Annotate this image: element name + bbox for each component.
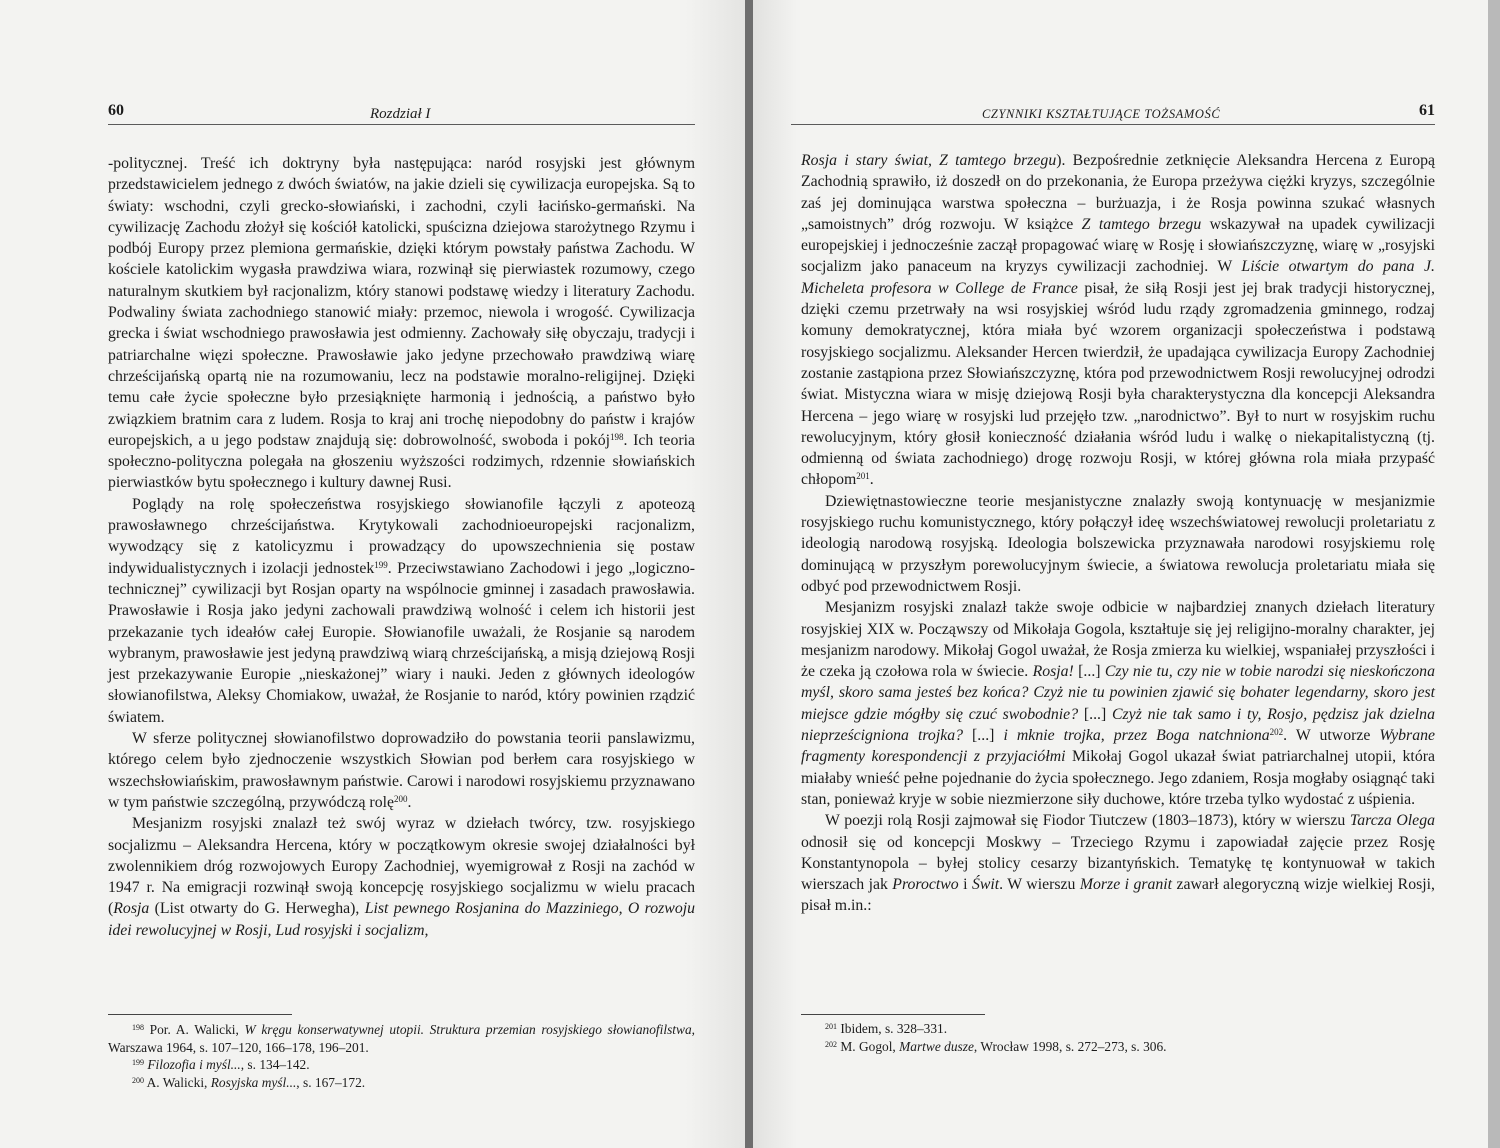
footnote-ref: 202 (825, 1039, 837, 1049)
text-run: , s. 167–172. (296, 1074, 366, 1090)
running-title: CZYNNIKI KSZTAŁTUJĄCE TOŻSAMOŚĆ (982, 107, 1221, 121)
footnote (801, 1020, 1435, 1038)
text-run: odnosił się od koncepcji Moskwy – Trzeciego Rzymu i zapowiadał zajęcie przez Rosję Konstantynopola – byłej stolicy cesarzy bizantyńskich. Tematykę tę kontynuował w takich wierszach jak (801, 833, 1435, 894)
footnote-rule (108, 1014, 292, 1015)
italic-text: Czy nie tu, czy nie w tobie narodzi się nieskończona myśl, skoro sama jesteś bez końca? Czyż nie tu powinien zjawić się bohater legendarny, skoro jest miejsce gdzie mógłby się czuć swobodnie? (801, 663, 1435, 723)
text-run: zawarł alegoryczną wizje wielkiej Rosji, pisał m.in.: (801, 876, 1435, 915)
italic-text: Rosja i stary świat, Z tamtego brzegu (801, 152, 1057, 169)
footnote-ref: 201 (825, 1022, 837, 1031)
footnote-ref: 199 (132, 1058, 144, 1068)
text-run: Poglądy na rolę społeczeństwa rosyjskiego słowianofile łączyli z apoteozą prawosławnego chrześcijaństwa. Krytykowali zachodnioeuropejski racjonalizm, wywodzący się z katolicyzmu i prowadzący do upowszechnienia się postaw indywidualistycznych i izolacji jednostek (108, 495, 695, 577)
left-footnotes (108, 1021, 695, 1091)
italic-text: Filozofia i myśl... (147, 1057, 241, 1073)
italic-text: Z tamtego brzegu (1081, 215, 1202, 233)
text-run: M. Gogol, (837, 1038, 900, 1054)
text-run: . (407, 793, 412, 811)
footnote-ref: 201 (856, 471, 870, 482)
footnote-rule (801, 1014, 985, 1015)
right-footnotes (801, 1020, 1435, 1055)
paragraph (801, 491, 1435, 597)
footnote-ref: 198 (610, 431, 624, 442)
text-run: Mesjanizm rosyjski znalazł także swoje odbicie w najbardziej znanych dziełach literatury rosyjskiej XIX w. Począwszy od Mikołaja Gogola, kształtuje się jej religijno-moralny charakter, jej mesjanizm narodowy. Mikołaj Gogol uważał, że Rosja zmierza ku wielkiej, wspaniałej przyszłości i że czeka ją czołowa rola w świecie. (801, 599, 1435, 681)
italic-text: Martwe dusze (899, 1038, 974, 1054)
paragraph (108, 494, 695, 728)
footnote-ref: 198 (132, 1023, 144, 1032)
italic-text: W kręgu konserwatywnej utopii. Struktura przemian rosyjskiego słowianofilstwa (244, 1022, 692, 1037)
italic-text: Proroctwo (892, 876, 959, 894)
text-run: i (958, 876, 972, 894)
page-number: 60 (108, 102, 124, 119)
text-run: . Ich teoria społeczno-polityczna polegała na głoszeniu wyższości rodzimych, rdzennie słowiańskich pierwiastków bytu społecznego i kultury dawnej Rusi. (108, 431, 696, 492)
text-run: wskazywał na upadek cywilizacji europejskiej i jednocześnie zaczął propagować wiarę w Rosję i słowiańszczyznę, wiarę w „rosyjski socjalizm jako panaceum na kryzys cywilizacji zachodniej. W (801, 215, 1435, 276)
paragraph (801, 810, 1435, 916)
paragraph (108, 153, 695, 494)
right-body-text (801, 150, 1435, 917)
text-run: (List otwarty do G. Herwegha), (149, 900, 365, 918)
italic-text: Świt (971, 876, 1000, 894)
text-run: pisał, że siłą Rosji jest jej brak tradycji historycznej, dzięki czemu przetrwały na wsi rosyjskiej wśród ludu rządy zgromadzenia gminnego, rodzaj komuny demokratycznej, która miała być wzorem organizacji społeczeństwa i podstawą rosyjskiego socjalizmu. Aleksander Hercen twierdził, że upadająca cywilizacja Europy Zachodniej zostanie zastąpiona przez Słowiańszczyznę, która pod przewodnictwem Rosji rewolucyjnej odrodzi świat. Mistyczna wiara w misję dziejową Rosji była charakterystyczna dla koncepcji Aleksandra Hercena – jego wiarę w rosyjski lud przejęło tzw. „narodnictwo”. Był to nurt w rosyjskim ruchu rewolucyjnym, który głosił konieczność działania wśród ludu i walkę o niekapitalistyczną (tj. odmienną od świata zachodniego) drogę rozwoju Rosji, w której główna rola miała przypaść chłopom (801, 279, 1436, 489)
italic-text: Czyż nie tak samo i ty, Rosjo, pędzisz jak dzielna nieprześcigniona trojka? (801, 705, 1435, 745)
text-run: , s. 134–142. (240, 1057, 310, 1073)
text-run: Mesjanizm rosyjski znalazł też swój wyraz w dziełach twórcy, tzw. rosyjskiego socjalizmu – Aleksandra Hercena, który w początkowym okresie swojej działalności był zwolennikiem dróg rozwojowych Europy Zachodniej, wyemigrował z Rosji na zachód w 1947 r. Na emigracji rozwinął swoją koncepcję rosyjskiego socjalizmu w wielu pracach ( (108, 815, 695, 918)
text-run: , Warszawa 1964, s. 107–120, 166–178, 196–201. (108, 1022, 695, 1055)
paragraph (801, 597, 1435, 810)
scan-edge (1488, 0, 1500, 1148)
footnote-ref: 200 (394, 793, 408, 804)
italic-text: Tarcza Olega (1349, 812, 1435, 830)
text-run: . W utworze (1283, 727, 1380, 745)
footnote (108, 1021, 695, 1056)
text-run: . Przeciwstawiano Zachodowi i jego „logiczno-technicznej” cywilizacji byt Rosjan oparty na wspólnocie gminnej i zasadach prawosławia. Prawosławie i Rosja jako jedyni zachowali prawdziwą wolność i celem ich historii jest przekazanie tych ideałów całej Europie. Słowianofile uważali, że Rosjanie są narodem wybranym, prawosławie jest jedyną prawdziwą wiarą chrześcijańską, a misją dziejową Rosji jest przekazywanie Europie „nieskażonej” wiary i nauki. Jeden z głównych ideologów słowianofilstwa, Aleksy Chomiakow, uważał, że Rosjanie to naród, który powinien rządzić światem. (108, 559, 695, 726)
footnote (108, 1056, 695, 1074)
italic-text: Wybrane fragmenty korespondencji z przyjaciółmi (801, 727, 1435, 766)
footnote-ref: 200 (132, 1075, 144, 1085)
book-gutter (745, 0, 753, 1148)
text-run: Por. A. Walicki, (144, 1022, 245, 1037)
italic-text: Rosja! (1032, 663, 1074, 681)
text-run: . W wierszu (999, 876, 1080, 894)
text-run: Mikołaj Gogol ukazał świat patriarchalnej utopii, która miałaby wnieść pełne pojednanie do życia społecznego. Jego zdaniem, Rosja mogłaby osiągnąć taki stan, ponieważ kryje w sobie niezmierzone siły duchowe, które trzeba tylko wydostać z uśpienia. (801, 748, 1435, 808)
italic-text: Morze i granit (1079, 876, 1173, 894)
left-page (0, 0, 745, 1148)
italic-text: Rosja (113, 900, 150, 918)
text-run: Dziewiętnastowieczne teorie mesjanistyczne znalazły swoją kontynuację w mesjanizmie rosyjskiego ruchu komunistycznego, który połączył ideę wszechświatowej rewolucji proletariatu z ideologią narodową rosyjską. Ideologia bolszewicka przyznawała narodowi rosyjskiemu rolę dominującą w przyszłym porewolucyjnym świecie, a światowa rewolucja proletariatu miała się odbyć pod przewodnictwem Rosji. (801, 492, 1435, 595)
left-body-text (108, 153, 695, 941)
text-run: Ibidem, s. 328–331. (837, 1021, 948, 1036)
text-run: ). Bezpośrednie zetknięcie Aleksandra Hercena z Europą Zachodnią sprawiło, iż doszedł on do przekonania, że Europa przeżywa ciężki kryzys, szczególnie zaś jej dominująca warstwa społeczna – burżuazja, i że Rosja powinna szukać własnych „samoistnych” dróg rozwoju. W książce (801, 152, 1436, 233)
text-run: [...] (1073, 663, 1105, 681)
paragraph (108, 813, 695, 941)
italic-text: i mknie trojka, przez Boga natchniona (1003, 727, 1270, 745)
italic-text: Rosyjska myśl... (210, 1074, 297, 1090)
footnote-ref: 202 (1269, 727, 1284, 738)
footnote-ref: 199 (374, 559, 388, 570)
text-run: W poezji rolą Rosji zajmował się Fiodor Tiutczew (1803–1873), który w wierszu (825, 812, 1350, 830)
italic-text: List pewnego Rosjanina do Mazziniego, O rozwoju idei rewolucyjnej w Rosji, Lud rosyjski i socjalizm, (108, 900, 696, 939)
text-run: , Wrocław 1998, s. 272–273, s. 306. (973, 1038, 1167, 1054)
header-rule (791, 124, 1435, 125)
text-run: [...] (963, 727, 1004, 745)
paragraph (108, 728, 695, 813)
header-rule (108, 124, 695, 125)
text-run: -politycznej. Treść ich doktryny była następująca: naród rosyjski jest głównym przedstawicielem jednego z dwóch światów, na jakie dzieli się cywilizacja europejska. Są to światy: wschodni, czyli grecko-słowiański, i zachodni, czyli łacińsko-germański. Na cywilizację Zachodu złożył się kościół katolicki, spuścizna dziejowa starożytnego Rzymu i podbój Europy przez plemiona germańskie, dzięki którym powstały państwa Zachodu. W kościele katolickim wygasła prawdziwa wiara, rozwinął się pierwiastek rozumowy, czego naturalnym skutkiem był racjonalizm, który stanowi podstawę wiedzy i literatury Zachodu. Podwaliny świata zachodniego stanowić miały: przemoc, niewola i wrogość. Cywilizacja grecka i świat wschodniego prawosławia jest odmienny. Zachowały siłę obyczaju, tradycji i patriarchalne więzi społeczne. Prawosławie jako jedyne przechowało prawdziwą wiarę chrześcijańską opartą nie na rozumowaniu, lecz na podstawie moralno-religijnej. Dzięki temu całe życie społeczne było przesiąknięte harmonią i jednością, a państwo było związkiem bratnim cara z ludem. Rosja to kraj ani trochę niepodobny do państw i krajów europejskich, a u jego podstaw znajdują się: dobrowolność, swoboda i pokój (108, 155, 695, 449)
text-run: A. Walicki, (144, 1074, 211, 1090)
text-run: [...] (1078, 705, 1112, 723)
text-run: W sferze politycznej słowianofilstwo doprowadziło do powstania teorii panslawizmu, którego celem było zjednoczenie wszystkich Słowian pod berłem cara rosyjskiego w wszechsłowiańskim, prawosławnym państwie. Carowi i narodowi rosyjskiemu przyznawano w tym państwie szczególną, przywódczą rolę (108, 730, 695, 811)
italic-text: Liście otwartym do pana J. Micheleta profesora w College de France (801, 258, 1435, 297)
page-number: 61 (1419, 102, 1435, 119)
footnote (108, 1074, 695, 1092)
text-run: . (869, 471, 874, 489)
footnote (801, 1038, 1435, 1056)
running-title: Rozdział I (370, 106, 431, 122)
paragraph (801, 150, 1435, 491)
right-page (753, 0, 1488, 1148)
